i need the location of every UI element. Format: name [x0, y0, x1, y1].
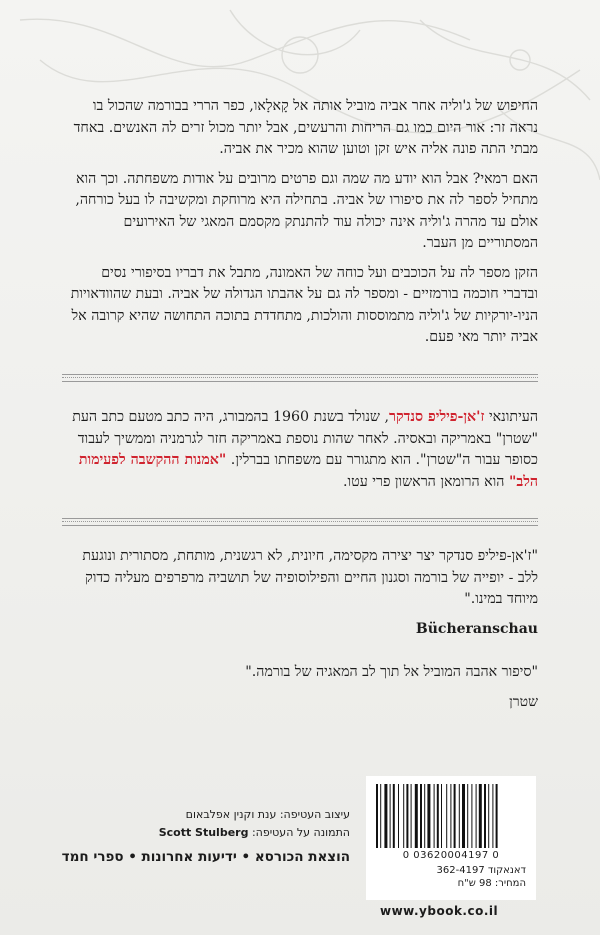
website-url: www.ybook.co.il — [380, 904, 499, 918]
review-source-1: Bücheranschau — [415, 620, 538, 637]
synopsis-paragraph-1: החיפוש של ג'וליה אחר אביה מוביל אותה אל קָאלָאו, כפר הררי בבורמה שהכול בו נראה זר: אור היום כמו גם הריחות והרעשים, אבל יותר מכול זרים לה האנשים. באחד מבתי התה פונה אליה איש זקן וטוען שהוא מכיר את אביה. — [73, 98, 538, 157]
cover-design-credit: עיצוב העטיפה: ענת וקנין אפלבאום — [185, 808, 350, 821]
author-bio-intro: העיתונאי — [484, 409, 538, 425]
review-quote-2: "סיפור אהבה המוביל אל תוך לב המאגיה של בורמה." — [245, 664, 538, 680]
author-bio-end: הוא הרומאן הראשון פרי עטו. — [343, 473, 509, 490]
barcode-panel — [366, 776, 536, 900]
barcode-image — [374, 784, 528, 848]
author-bio-paragraph — [62, 407, 538, 493]
review-source-2: שטרן — [509, 693, 538, 710]
author-name: ז'אן-פיליפ סנדקר — [389, 409, 485, 425]
author-bio-body: , שנולד בשנת 1960 בהמבורג, היה כתב מטעם כתב העת "שטרן" באמריקה ובאסיה. לאחר שהות נוספת באמריקה חזר לגרמניה וממשיך לעבוד כסופר עבור ה"שטרן". הוא מתגורר עם משפחתו בברלין. — [72, 409, 538, 468]
catalog-code: דאנאקוד 362-4197 — [436, 865, 526, 876]
cover-credits — [159, 806, 350, 842]
synopsis-paragraph-3: הזקן מספר לה על הכוכבים ועל כוחה של האמונה, מתבל את דבריו בסיפורי נסים ובדברי חוכמה בורמזיים - ומספר לה גם על אהבתו הגדולה של אביה. ובעת שהוודאויות הניו-יורקיות של ג'וליה מתמוססות והולכות, מתחדדת בתוכה התחושה שהיא קרובה אל אביה יותר מאי פעם. — [70, 264, 538, 345]
synopsis-paragraph-2: האם רמאי? אבל הוא יודע מה שמה וגם פרטים מרובים על אודות משפחתה. וכך הוא מתחיל לספר לה את סיפורו של אביה. בתחילה היא מרוחקת ומקשיבה לו בעל כורחה, אולם עד מהרה ג'וליה אינה יכולה עוד להתנתק מקסמם המאגי של האירועים המסתוריים מן העבר. — [75, 170, 538, 251]
section-divider — [62, 374, 538, 382]
reviews — [62, 546, 538, 713]
section-divider — [62, 518, 538, 526]
price-label: המחיר: 98 ש"ח — [457, 878, 526, 889]
cover-photo-credit: התמונה על העטיפה: Scott Stulberg — [158, 826, 350, 839]
publishers-line: הוצאת הכורסא • ידיעות אחרונות • ספרי חמד — [61, 849, 350, 865]
book-title: "אמנות ההקשבה לפעימות הלב" — [78, 452, 538, 490]
author-bio — [62, 407, 538, 493]
barcode-details — [437, 864, 526, 890]
review-quote-1: "ז'אן-פיליפ סנדקר יצר יצירה מקסימה, חיונית, לא רגשנית, מותחת, מסתורית ונוגעת ללב - יופייה של בורמה וסגנון החיים והפילוסופיה של תושביה מרפרפים מעליה כדוק מיוחד במינו." — [82, 548, 538, 607]
isbn-number: 0 03620004197 0 — [402, 850, 500, 861]
synopsis — [62, 96, 538, 349]
